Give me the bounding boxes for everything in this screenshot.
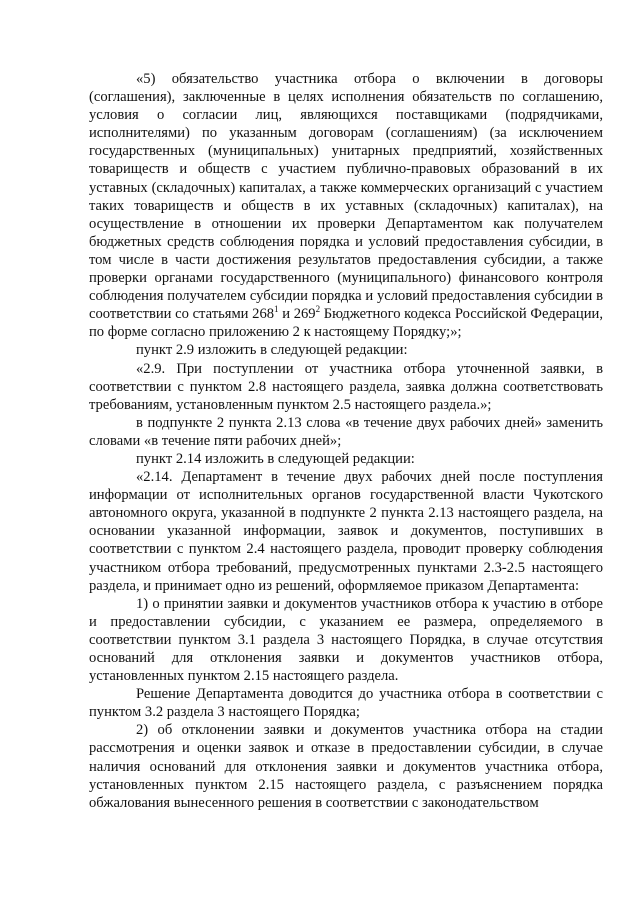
paragraph-subpoint-2-13: в подпункте 2 пункта 2.13 слова «в течение двух рабочих дней» заменить словами «в течение пяти рабочих дней»; — [89, 414, 603, 449]
paragraph-item-5 — [89, 70, 603, 341]
paragraph-decision-1: 1) о принятии заявки и документов участников отбора к участию в отборе и предоставлении субсидии, с указанием ее размера, определяемого в соответствии пунктом 3.1 раздела 3 настоящего Порядка, в случае отсутствия оснований для отклонения заявки и документов участников отбора, установленных пунктом 2.15 настоящего раздела. — [89, 595, 603, 685]
paragraph-decision-notice: Решение Департамента доводится до участника отбора в соответствии с пунктом 3.2 раздела 3 настоящего Порядка; — [89, 686, 603, 721]
footnote-ref-2: 2 — [315, 304, 321, 315]
paragraph-point-2-9: «2.9. При поступлении от участника отбора уточненной заявки, в соответствии с пунктом 2.8 настоящего раздела, заявка должна соответствовать требованиям, установленным пунктом 2.5 настоящего раздела.»; — [89, 360, 603, 413]
paragraph-decision-2: 2) об отклонении заявки и документов участника отбора на стадии рассмотрения и оценки заявок и отказе в предоставлении субсидии, в случае наличия оснований для отклонения заявки и документов участника отбора, установленных пунктом 2.15 настоящего раздела, с разъяснением порядка обжалования вынесенного решения в соответствии с законодательством — [89, 722, 603, 811]
paragraph-item-5-text-2: и 269 — [282, 306, 316, 323]
paragraph-item-5-text-3: Бюджетного кодекса Российской Федерации, по форме согласно приложению 2 к настоящему Порядку;»; — [89, 306, 603, 341]
paragraph-item-5-text: «5) обязательство участника отбора о включении в договоры (соглашения), заключенные в целях исполнения обязательств по соглашению, условия о согласии лиц, являющихся поставщиками (подрядчиками, исполнителями) по указанным договорам (соглашениям) (за исключением государственных (муниципальных) унитарных предприятий, хозяйственных товариществ и обществ с участием публично-правовых образований в их уставных (складочных) капиталах, а также коммерческих организаций с участием таких товариществ и обществ в их уставных (складочных) капиталах), на осуществление в отношении их проверки Департаментом как получателем бюджетных средств соблюдения порядка и условий предоставления субсидии, в том числе в части достижения результатов предоставления субсидии, а также проверки органами государственного (муниципального) финансового контроля соблюдения получателем субсидии порядка и условий предоставления субсидии в соответствии со статьями 268 — [89, 71, 603, 323]
paragraph-point-2-14-intro: пункт 2.14 изложить в следующей редакции: — [136, 450, 415, 467]
footnote-ref-1: 1 — [274, 304, 279, 315]
document-page — [89, 70, 603, 812]
paragraph-point-2-14: «2.14. Департамент в течение двух рабочих дней после поступления информации от исполнительных органов государственной власти Чукотского автономного округа, указанной в подпункте 2 пункта 2.13 настоящего раздела, на основании указанной информации, заявок и документов, поступивших в соответствии с пунктом 2.4 настоящего раздела, проводит проверку соблюдения участником отбора требований, предусмотренных пунктами 2.3-2.5 настоящего раздела, и принимает одно из решений, оформляемое приказом Департамента: — [89, 469, 603, 594]
paragraph-point-2-9-intro: пункт 2.9 изложить в следующей редакции: — [136, 342, 408, 359]
